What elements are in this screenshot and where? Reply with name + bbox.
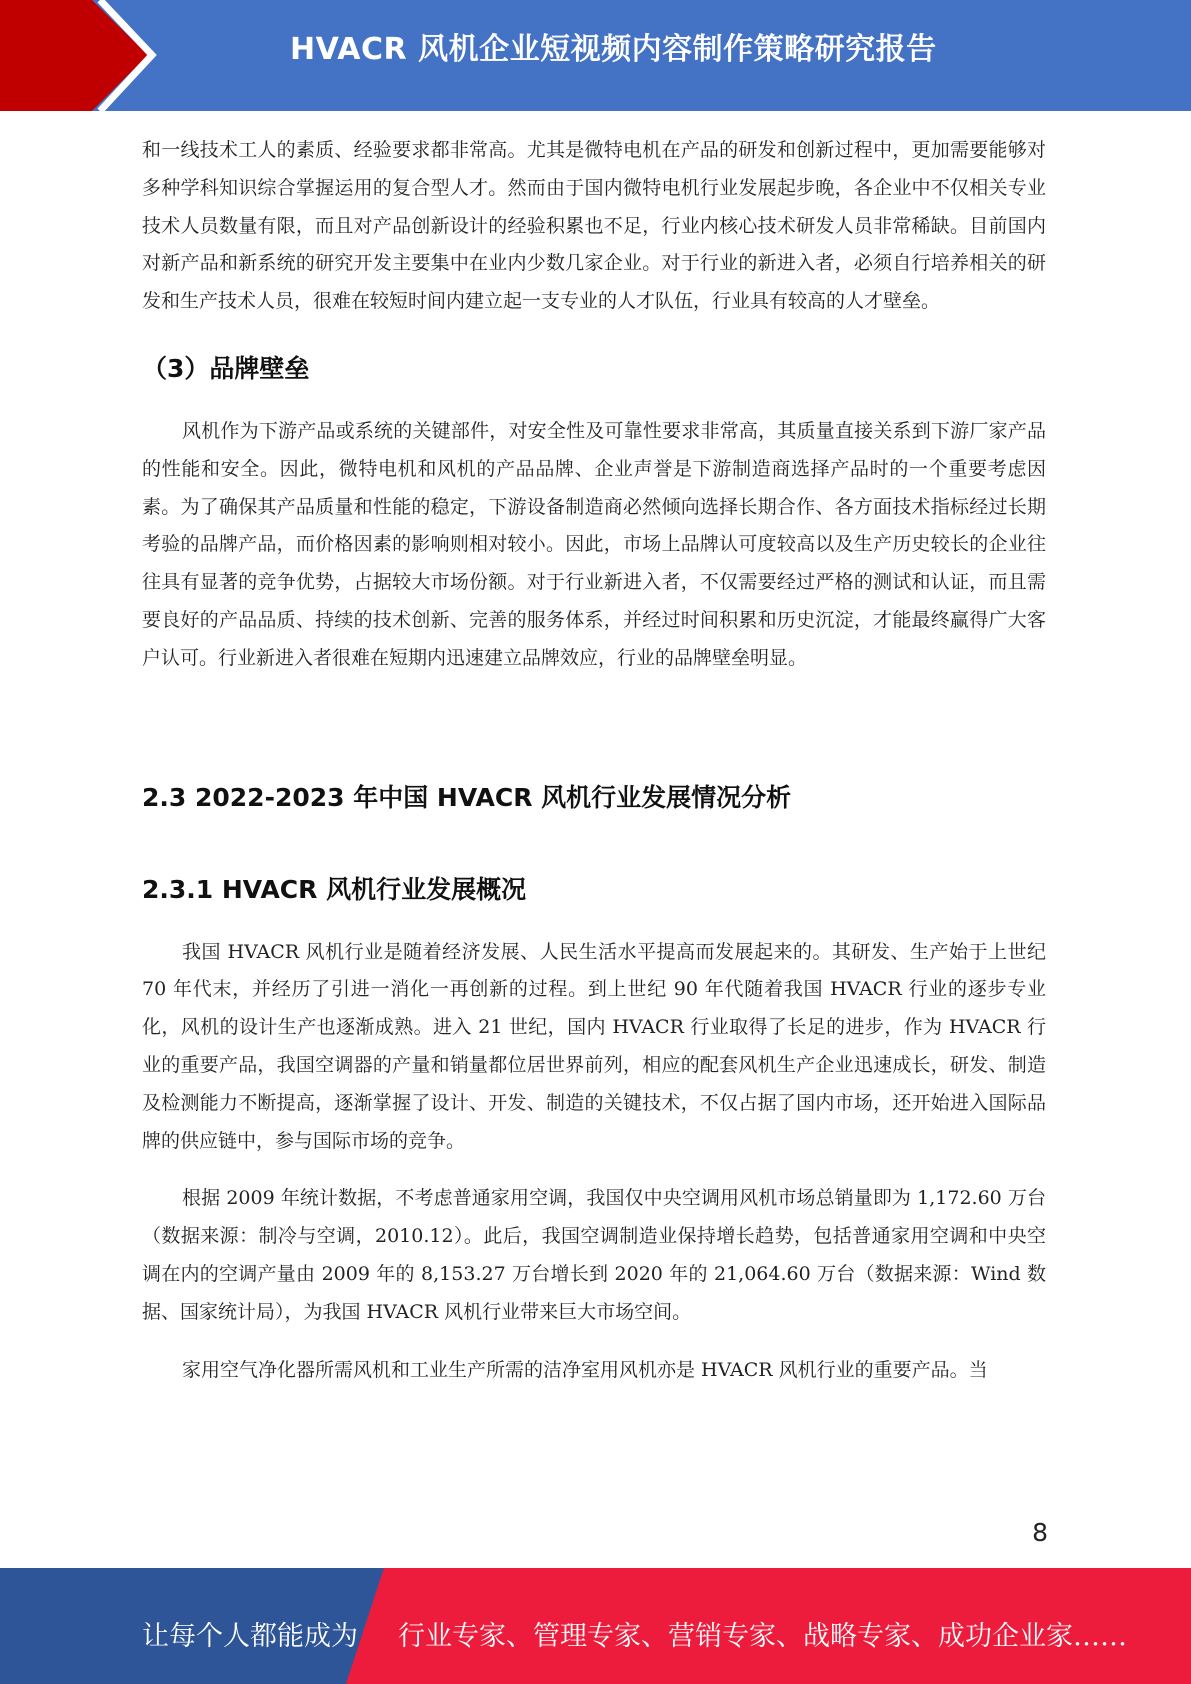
header-red-chevron <box>0 0 148 111</box>
paragraph-industry-overview: 我国 HVACR 风机行业是随着经济发展、人民生活水平提高而发展起来的。其研发、生产始于上世纪 70 年代末，并经历了引进一消化一再创新的过程。到上世纪 90 年代随着我国 HVACR 行业的逐步专业化，风机的设计生产也逐渐成熟。进入 21 世纪，国内 HVACR 行业取得了长足的进步，作为 HVACR 行业的重要产品，我国空调器的产量和销量都位居世界前列，相应的配套风机生产企业迅速成长，研发、制造及检测能力不断提高，逐渐掌握了设计、开发、制造的关键技术，不仅占据了国内市场，还开始进入国际品牌的供应链中，参与国际市场的竞争。 <box>142 940 1046 1152</box>
heading-brand-barrier: （3）品牌壁垒 <box>142 353 310 383</box>
footer-slogan-right: 行业专家、管理专家、营销专家、战略专家、成功企业家…… <box>398 1621 1127 1652</box>
paragraph-talent-barrier: 和一线技术工人的素质、经验要求都非常高。尤其是微特电机在产品的研发和创新过程中，更加需要能够对多种学科知识综合掌握运用的复合型人才。然而由于国内微特电机行业发展起步晚，各企业中不仅相关专业技术人员数量有限，而且对产品创新设计的经验积累也不足，行业内核心技术研发人员非常稀缺。目前国内对新产品和新系统的研究开发主要集中在业内少数几家企业。对于行业的新进入者，必须自行培养相关的研发和生产技术人员，很难在较短时间内建立起一支专业的人才队伍，行业具有较高的人才壁垒。 <box>142 139 1046 313</box>
page-footer <box>0 1568 1191 1684</box>
paragraph-air-purifier: 家用空气净化器所需风机和工业生产所需的洁净室用风机亦是 HVACR 风机行业的重要产品。当 <box>182 1358 988 1381</box>
heading-section-2-3: 2.3 2022-2023 年中国 HVACR 风机行业发展情况分析 <box>142 782 792 812</box>
footer-slogan-left: 让每个人都能成为 <box>142 1621 358 1652</box>
header-title: HVACR 风机企业短视频内容制作策略研究报告 <box>290 32 937 67</box>
heading-section-2-3-1: 2.3.1 HVACR 风机行业发展概况 <box>142 874 527 904</box>
paragraph-market-stats: 根据 2009 年统计数据，不考虑普通家用空调，我国仅中央空调用风机市场总销量即为 1,172.60 万台（数据来源：制冷与空调，2010.12）。此后，我国空调制造业保持增长趋势，包括普通家用空调和中央空调在内的空调产量由 2009 年的 8,153.27 万台增长到 2020 年的 21,064.60 万台（数据来源：Wind 数据、国家统计局），为我国 HVACR 风机行业带来巨大市场空间。 <box>142 1187 1046 1323</box>
page-number: 8 <box>1032 1518 1048 1547</box>
document-body <box>142 132 1046 1389</box>
page-header <box>0 0 1191 111</box>
paragraph-brand-barrier: 风机作为下游产品或系统的关键部件，对安全性及可靠性要求非常高，其质量直接关系到下游厂家产品的性能和安全。因此，微特电机和风机的产品品牌、企业声誉是下游制造商选择产品时的一个重要考虑因素。为了确保其产品质量和性能的稳定，下游设备制造商必然倾向选择长期合作、各方面技术指标经过长期考验的品牌产品，而价格因素的影响则相对较小。因此，市场上品牌认可度较高以及生产历史较长的企业往往具有显著的竞争优势，占据较大市场份额。对于行业新进入者，不仅需要经过严格的测试和认证，而且需要良好的产品品质、持续的技术创新、完善的服务体系，并经过时间积累和历史沉淀，才能最终赢得广大客户认可。行业新进入者很难在短期内迅速建立品牌效应，行业的品牌壁垒明显。 <box>142 419 1046 669</box>
